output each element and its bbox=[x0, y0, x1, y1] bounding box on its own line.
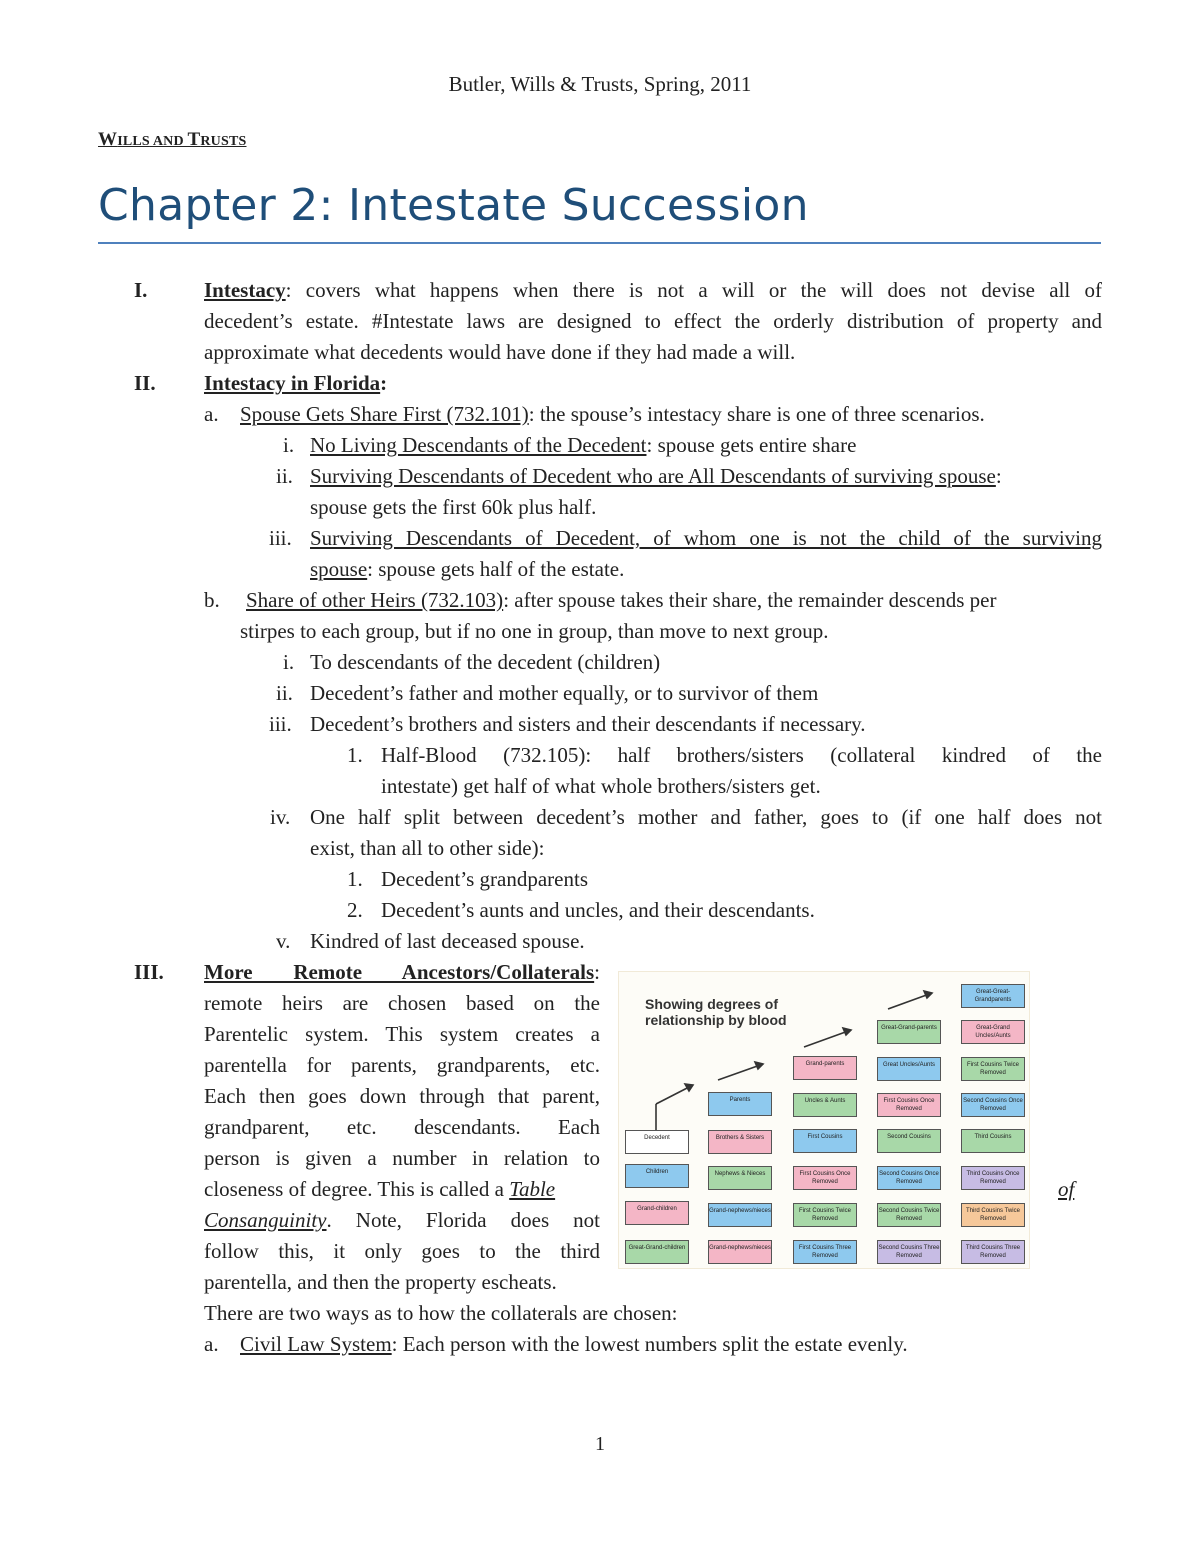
item-b-iii-1-mark: 1. bbox=[347, 743, 363, 767]
chart-box: Parents bbox=[708, 1092, 772, 1116]
item-b-iv-text: One half split between decedent’s mother and father, goes to (if one half does not bbox=[310, 805, 1102, 829]
item-a-iii-line-2: spouse: spouse gets half of the estate. bbox=[310, 557, 625, 581]
chapter-title: Chapter 2: Intestate Succession bbox=[98, 180, 809, 231]
chart-box: Third Cousins Three Removed bbox=[961, 1240, 1025, 1264]
item-a-iii-text: Surviving Descendants of Decedent, of whom one is not the child of the surviving bbox=[310, 526, 1102, 550]
chart-box: First Cousins Once Removed bbox=[793, 1166, 857, 1190]
item-3a-mark: a. bbox=[204, 1332, 219, 1356]
chart-box: Second Cousins Twice Removed bbox=[877, 1203, 941, 1227]
chart-box: Brothers & Sisters bbox=[708, 1130, 772, 1154]
section-3-line: parentella for parents, grandparents, etc. bbox=[204, 1053, 600, 1077]
section-3-line: person is given a number in relation to bbox=[204, 1146, 600, 1170]
chart-box: Great-Grand-children bbox=[625, 1240, 689, 1264]
chart-box: Third Cousins Once Removed bbox=[961, 1166, 1025, 1190]
chart-box: First Cousins bbox=[793, 1129, 857, 1153]
section-3-line: Each then goes down through that parent, bbox=[204, 1084, 600, 1108]
arrowhead bbox=[755, 1062, 763, 1069]
arrowhead bbox=[843, 1028, 851, 1035]
running-header: Butler, Wills & Trusts, Spring, 2011 bbox=[448, 72, 752, 96]
section-3-line: grandparent, etc. descendants. Each bbox=[204, 1115, 600, 1139]
chart-box: First Cousins Three Removed bbox=[793, 1240, 857, 1264]
item-b-iv-2-text: Decedent’s aunts and uncles, and their descendants. bbox=[381, 898, 815, 922]
item-b-iv-1-text: Decedent’s grandparents bbox=[381, 867, 588, 891]
section-3-line-7: closeness of degree. This is called a Table bbox=[204, 1177, 556, 1201]
item-b-v-text: Kindred of last deceased spouse. bbox=[310, 929, 585, 953]
section-1-line-1: Intestacy: covers what happens when there is not a will or the will does not devise all of bbox=[204, 278, 1102, 302]
section-1-line-2: decedent’s estate. #Intestate laws are designed to effect the orderly distribution of property and bbox=[204, 309, 1102, 333]
chart-box: Third Cousins bbox=[961, 1129, 1025, 1153]
section-2-heading: Intestacy in Florida: bbox=[204, 371, 388, 395]
chart-box: First Cousins Twice Removed bbox=[793, 1203, 857, 1227]
item-b-text: Share of other Heirs (732.103): after spouse takes their share, the remainder descends per bbox=[246, 588, 997, 612]
item-3a-text: Civil Law System: Each person with the lowest numbers split the estate evenly. bbox=[240, 1332, 908, 1356]
chart-box: Uncles & Aunts bbox=[793, 1093, 857, 1117]
item-b-iii-text: Decedent’s brothers and sisters and their descendants if necessary. bbox=[310, 712, 866, 736]
chart-box: Nephews & Nieces bbox=[708, 1166, 772, 1190]
item-b-iv-2-mark: 2. bbox=[347, 898, 363, 922]
chart-box: Grand-nephews/nieces bbox=[708, 1240, 772, 1264]
chart-box: Second Cousins Once Removed bbox=[961, 1093, 1025, 1117]
section-3-line-10: parentella, and then the property escheats. bbox=[204, 1270, 557, 1294]
section-3-line-9: follow this, it only goes to the third bbox=[204, 1239, 600, 1263]
section-2-number: II. bbox=[134, 371, 156, 395]
item-b-iv-1-mark: 1. bbox=[347, 867, 363, 891]
chart-box: Great Uncles/Aunts bbox=[877, 1057, 941, 1081]
item-b-v-mark: v. bbox=[276, 929, 291, 953]
chart-box: First Cousins Once Removed bbox=[877, 1093, 941, 1117]
arrow-line bbox=[804, 1030, 851, 1047]
section-3-line-8: Consanguinity. Note, Florida does not bbox=[204, 1208, 600, 1232]
arrowhead bbox=[685, 1084, 693, 1091]
section-3-number: III. bbox=[134, 960, 164, 984]
chart-box: Second Cousins Three Removed bbox=[877, 1240, 941, 1264]
chart-box: Grand-nephews/nieces bbox=[708, 1203, 772, 1227]
item-b-ii-mark: ii. bbox=[276, 681, 293, 705]
figure-title: Showing degrees of relationship by blood bbox=[645, 996, 787, 1028]
section-3-line-7-end: of bbox=[1058, 1177, 1075, 1201]
section-kicker: WILLS AND TRUSTS bbox=[98, 129, 247, 150]
section-1-number: I. bbox=[134, 278, 148, 302]
item-a-ii-mark: ii. bbox=[276, 464, 293, 488]
section-1-line-3: approximate what decedents would have done if they had made a will. bbox=[204, 340, 796, 364]
item-a-i-mark: i. bbox=[283, 433, 295, 457]
item-a-ii-line-2: spouse gets the first 60k plus half. bbox=[310, 495, 597, 519]
chart-box: Second Cousins bbox=[877, 1129, 941, 1153]
chart-box: Great-Grand-parents bbox=[877, 1020, 941, 1044]
chart-box: Great-Grand Uncles/Aunts bbox=[961, 1020, 1025, 1044]
chart-box: Third Cousins Twice Removed bbox=[961, 1203, 1025, 1227]
section-3-line: remote heirs are chosen based on the bbox=[204, 991, 600, 1015]
section-3-line: Parentelic system. This system creates a bbox=[204, 1022, 600, 1046]
chart-box: Children bbox=[625, 1164, 689, 1188]
item-b-iii-1-text: Half-Blood (732.105): half brothers/sisters (collateral kindred of the bbox=[381, 743, 1102, 767]
chart-box: Second Cousins Once Removed bbox=[877, 1166, 941, 1190]
section-3-heading: More Remote Ancestors/Collaterals: bbox=[204, 960, 600, 984]
chart-box: Grand-children bbox=[625, 1201, 689, 1225]
chart-box-decedent: Decedent bbox=[625, 1130, 689, 1154]
item-b-ii-text: Decedent’s father and mother equally, or to survivor of them bbox=[310, 681, 819, 705]
chart-box: Grand-parents bbox=[793, 1056, 857, 1080]
item-b-iv-mark: iv. bbox=[270, 805, 291, 829]
item-b-i-mark: i. bbox=[283, 650, 295, 674]
chart-box: First Cousins Twice Removed bbox=[961, 1057, 1025, 1081]
item-a-ii-text: Surviving Descendants of Decedent who are All Descendants of surviving spouse: bbox=[310, 464, 1002, 488]
item-b-iv-line-2: exist, than all to other side): bbox=[310, 836, 545, 860]
chart-box: Great-Great-Grandparents bbox=[961, 984, 1025, 1008]
title-rule bbox=[98, 242, 1101, 244]
consanguinity-figure bbox=[618, 971, 1030, 1269]
item-a-i-text: No Living Descendants of the Decedent: spouse gets entire share bbox=[310, 433, 857, 457]
item-b-iii-mark: iii. bbox=[269, 712, 292, 736]
item-b-line-2: stirpes to each group, but if no one in group, than move to next group. bbox=[240, 619, 829, 643]
item-b-iii-1-line-2: intestate) get half of what whole brothers/sisters get. bbox=[381, 774, 821, 798]
page-number: 1 bbox=[595, 1433, 605, 1455]
arrowhead bbox=[924, 991, 932, 998]
item-a-text: Spouse Gets Share First (732.101): the spouse’s intestacy share is one of three scenarios. bbox=[240, 402, 985, 426]
item-b-i-text: To descendants of the decedent (children) bbox=[310, 650, 661, 674]
item-a-iii-mark: iii. bbox=[269, 526, 292, 550]
item-b-mark: b. bbox=[204, 588, 220, 612]
section-3-line-11: There are two ways as to how the collaterals are chosen: bbox=[204, 1301, 678, 1325]
item-a-mark: a. bbox=[204, 402, 219, 426]
